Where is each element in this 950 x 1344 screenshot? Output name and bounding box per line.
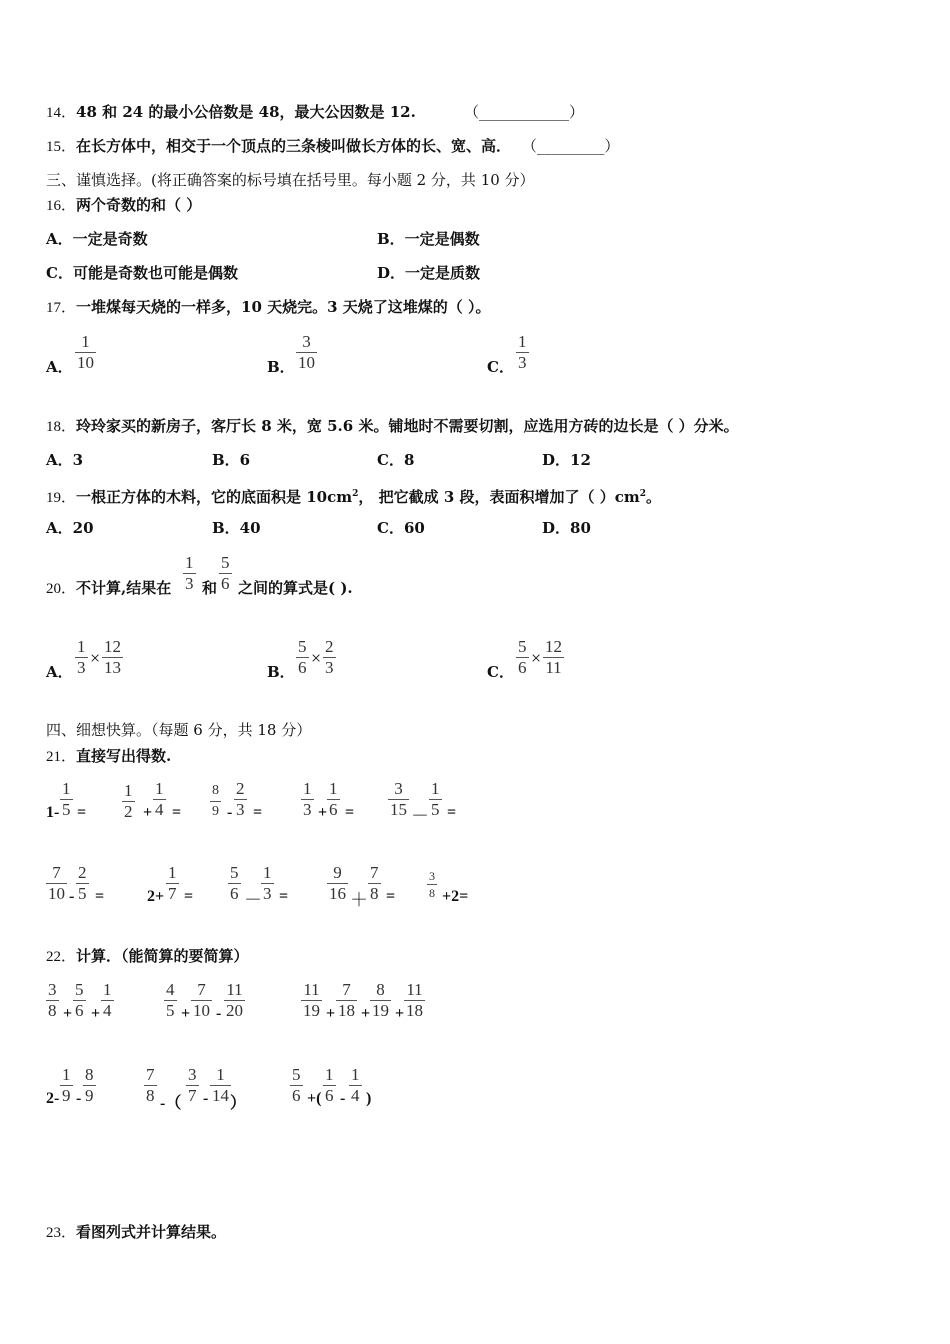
q22-r2-e3-fraction-3: 1 4 <box>351 1065 360 1105</box>
question-16 <box>46 195 201 216</box>
q21-r1-e1-equals: = <box>77 804 87 821</box>
q22-r2-e3-fraction-1: 5 6 <box>292 1065 301 1105</box>
q20-fraction-upper: 5 6 <box>221 553 230 593</box>
q22-r2-e2-fraction-1: 7 8 <box>146 1065 155 1105</box>
q19-option-a[interactable]: A．20 <box>46 519 94 537</box>
q21-r2-e1-fraction-1: 7 10 <box>48 863 65 903</box>
q22-r2-e1-fraction-1: 1 9 <box>62 1065 71 1105</box>
question-number: 16． <box>46 198 77 214</box>
question-21 <box>46 746 171 767</box>
q22-r1-e2-fraction-1: 4 5 <box>166 980 175 1020</box>
q21-r1-e3-equals: = <box>253 804 263 821</box>
q22-r2-e3-fraction-2: 1 6 <box>325 1065 334 1105</box>
q17-option-b-label[interactable]: B． <box>267 358 295 376</box>
section-3-heading: 三、谨慎选择。(将正确答案的标号填在括号里。每小题 2 分，共 10 分） <box>46 171 535 189</box>
q21-r2-e4-operator: ＋ <box>350 890 368 910</box>
question-number: 21． <box>46 749 77 765</box>
q16-option-c[interactable]: C．可能是奇数也可能是偶数 <box>46 264 238 282</box>
times-sign: × <box>90 648 101 668</box>
question-text: 计算．（能简算的要简算） <box>76 947 249 965</box>
q20-option-b-label[interactable]: B． <box>267 663 295 681</box>
q21-r1-e1-fraction: 1 5 <box>62 779 71 819</box>
q22-r1-e3-fraction-2: 7 18 <box>338 980 355 1020</box>
question-15 <box>46 136 619 157</box>
q19-option-b[interactable]: B．40 <box>212 519 261 537</box>
q21-r1-e2-fraction-2: 1 4 <box>155 779 164 819</box>
q22-r2-e2-operator-1: -（ <box>160 1095 182 1112</box>
q22-r1-e3-operator-2: + <box>361 1005 371 1022</box>
q20-c-fraction-2: 12 11 <box>545 637 562 677</box>
question-20 <box>46 578 171 599</box>
q22-r1-e1-operator-2: + <box>91 1005 101 1022</box>
q21-r1-e3-fraction-2: 2 3 <box>236 779 245 819</box>
q21-r2-e5-fraction: 3 8 <box>429 869 435 900</box>
q21-r2-e1-operator: - <box>69 888 75 905</box>
q21-r1-e4-fraction-1: 1 3 <box>303 779 312 819</box>
question-number: 14． <box>46 105 77 121</box>
q22-r2-e1-fraction-2: 8 9 <box>85 1065 94 1105</box>
q21-r1-e4-operator: + <box>318 804 328 821</box>
q18-option-a[interactable]: A．3 <box>46 451 84 469</box>
question-number: 19． <box>46 490 77 506</box>
q21-r2-e4-fraction-1: 9 16 <box>329 863 346 903</box>
q21-r2-e1-equals: = <box>95 888 105 905</box>
q19-option-c[interactable]: C．60 <box>377 519 425 537</box>
q22-r1-e3-operator-1: + <box>326 1005 336 1022</box>
q22-r2-e1-operator: - <box>76 1090 82 1107</box>
q18-option-c[interactable]: C．8 <box>377 451 415 469</box>
q21-r2-e3-operator: － <box>244 890 262 910</box>
q20-option-c-label[interactable]: C． <box>487 663 514 681</box>
q20-option-a-label[interactable]: A． <box>46 663 73 681</box>
answer-blank[interactable]: （____________） <box>464 103 585 121</box>
q16-option-a[interactable]: A．一定是奇数 <box>46 230 148 248</box>
question-14 <box>46 102 585 123</box>
q22-r2-e2-fraction-3: 1 14 <box>212 1065 229 1105</box>
q21-r2-e3-equals: = <box>279 888 289 905</box>
q22-r1-e3-fraction-3: 8 19 <box>372 980 389 1020</box>
q17-option-a-label[interactable]: A． <box>46 358 73 376</box>
q20-and: 和 <box>202 579 218 597</box>
q21-r1-e5-fraction-1: 3 15 <box>390 779 407 819</box>
q21-r2-e2-equals: = <box>184 888 194 905</box>
q21-r1-e2-operator: + <box>143 804 153 821</box>
q20-a-fraction-2: 12 13 <box>104 637 121 677</box>
q19-option-d[interactable]: D．80 <box>542 519 591 537</box>
question-number: 20． <box>46 581 77 597</box>
q17-option-c-fraction: 1 3 <box>518 332 527 372</box>
q17-option-a-fraction: 1 10 <box>77 332 94 372</box>
question-22 <box>46 946 249 967</box>
question-text: 直接写出得数. <box>76 747 172 765</box>
q16-option-d[interactable]: D．一定是质数 <box>377 264 481 282</box>
q21-r1-e3-operator: - <box>227 804 233 821</box>
question-text: 一根正方体的木料，它的底面积是 $10cm^2$， 把它截成 3 段，表面积增加了（ ）$cm^2$。 <box>76 488 662 506</box>
question-number: 18． <box>46 419 77 435</box>
q21-r1-e5-fraction-2: 1 5 <box>431 779 440 819</box>
question-text: 一堆煤每天烧的一样多，10 天烧完。3 天烧了这堆煤的（ ）。 <box>76 298 491 316</box>
q21-r1-e5-equals: = <box>447 804 457 821</box>
q21-r1-e4-fraction-2: 1 6 <box>329 779 338 819</box>
q22-r2-e1-prefix: 2- <box>46 1090 60 1107</box>
q22-r1-e2-fraction-3: 11 20 <box>226 980 243 1020</box>
q22-r2-e3-operator-2: - <box>340 1090 346 1107</box>
q22-r1-e3-fraction-4: 11 18 <box>406 980 423 1020</box>
q21-r1-e1-prefix: 1- <box>46 804 60 821</box>
q22-r2-e3-operator-1: +( <box>307 1090 322 1107</box>
question-text: 两个奇数的和（ ） <box>76 196 202 214</box>
times-sign: × <box>531 648 542 668</box>
q22-r1-e3-operator-3: + <box>395 1005 405 1022</box>
q22-r2-e2-close: ） <box>230 1095 247 1112</box>
question-17 <box>46 297 491 318</box>
q21-r1-e2-equals: = <box>172 804 182 821</box>
q17-option-c-label[interactable]: C． <box>487 358 514 376</box>
q20-b-fraction-2: 2 3 <box>325 637 334 677</box>
question-text-start: 不计算,结果在 <box>76 579 172 597</box>
answer-blank[interactable]: （_________） <box>521 137 620 155</box>
question-text: 48 和 24 的最小公倍数是 48，最大公因数是 12. <box>76 103 416 121</box>
q21-r2-e2-fraction: 1 7 <box>168 863 177 903</box>
q22-r1-e1-operator-1: + <box>63 1005 73 1022</box>
q22-r1-e1-fraction-3: 1 4 <box>103 980 112 1020</box>
q18-option-d[interactable]: D．12 <box>542 451 591 469</box>
q21-r1-e4-equals: = <box>345 804 355 821</box>
q22-r1-e1-fraction-1: 3 8 <box>48 980 57 1020</box>
q22-r2-e2-fraction-2: 3 7 <box>188 1065 197 1105</box>
q21-r2-e4-equals: = <box>386 888 396 905</box>
q20-a-fraction-1: 1 3 <box>77 637 86 677</box>
q21-r2-e1-fraction-2: 2 5 <box>78 863 87 903</box>
q21-r1-e3-fraction-1: 8 9 <box>212 783 219 819</box>
q20-text-end: 之间的算式是( ). <box>238 579 353 597</box>
question-number: 23． <box>46 1225 77 1241</box>
q21-r2-e3-fraction-2: 1 3 <box>263 863 272 903</box>
section-4-heading: 四、细想快算。（每题 6 分，共 18 分） <box>46 721 312 739</box>
question-number: 17． <box>46 300 77 316</box>
q20-b-fraction-1: 5 6 <box>298 637 307 677</box>
question-number: 15． <box>46 139 77 155</box>
times-sign: × <box>311 648 322 668</box>
question-text: 看图列式并计算结果。 <box>76 1223 227 1241</box>
q22-r1-e1-fraction-2: 5 6 <box>75 980 84 1020</box>
question-18 <box>46 416 739 437</box>
q21-r1-e2-fraction-1: 1 2 <box>124 781 133 821</box>
q21-r2-e2-prefix: 2+ <box>147 888 165 905</box>
q16-option-b[interactable]: B．一定是偶数 <box>377 230 480 248</box>
q22-r2-e2-operator-2: - <box>203 1090 209 1107</box>
q22-r1-e2-operator-1: + <box>181 1005 191 1022</box>
question-text: 玲玲家买的新房子，客厅长 8 米，宽 5.6 米。铺地时不需要切割，应选用方砖的边长是（ ）分米。 <box>76 417 739 435</box>
q18-option-b[interactable]: B．6 <box>212 451 251 469</box>
q17-option-b-fraction: 3 10 <box>298 332 315 372</box>
question-19 <box>46 484 661 508</box>
q21-r2-e3-fraction-1: 5 6 <box>230 863 239 903</box>
q22-r1-e2-operator-2: - <box>216 1005 222 1022</box>
question-text: 在长方体中，相交于一个顶点的三条棱叫做长方体的长、宽、高． <box>76 137 512 155</box>
q20-c-fraction-1: 5 6 <box>518 637 527 677</box>
q21-r2-e5-suffix: +2= <box>442 888 469 905</box>
question-23 <box>46 1222 226 1243</box>
q20-fraction-lower: 1 3 <box>185 553 194 593</box>
q22-r2-e3-close: ) <box>366 1090 372 1107</box>
question-number: 22． <box>46 949 77 965</box>
q21-r1-e5-operator: － <box>411 806 429 826</box>
q22-r1-e3-fraction-1: 11 19 <box>303 980 320 1020</box>
q22-r1-e2-fraction-2: 7 10 <box>193 980 210 1020</box>
q21-r2-e4-fraction-2: 7 8 <box>370 863 379 903</box>
